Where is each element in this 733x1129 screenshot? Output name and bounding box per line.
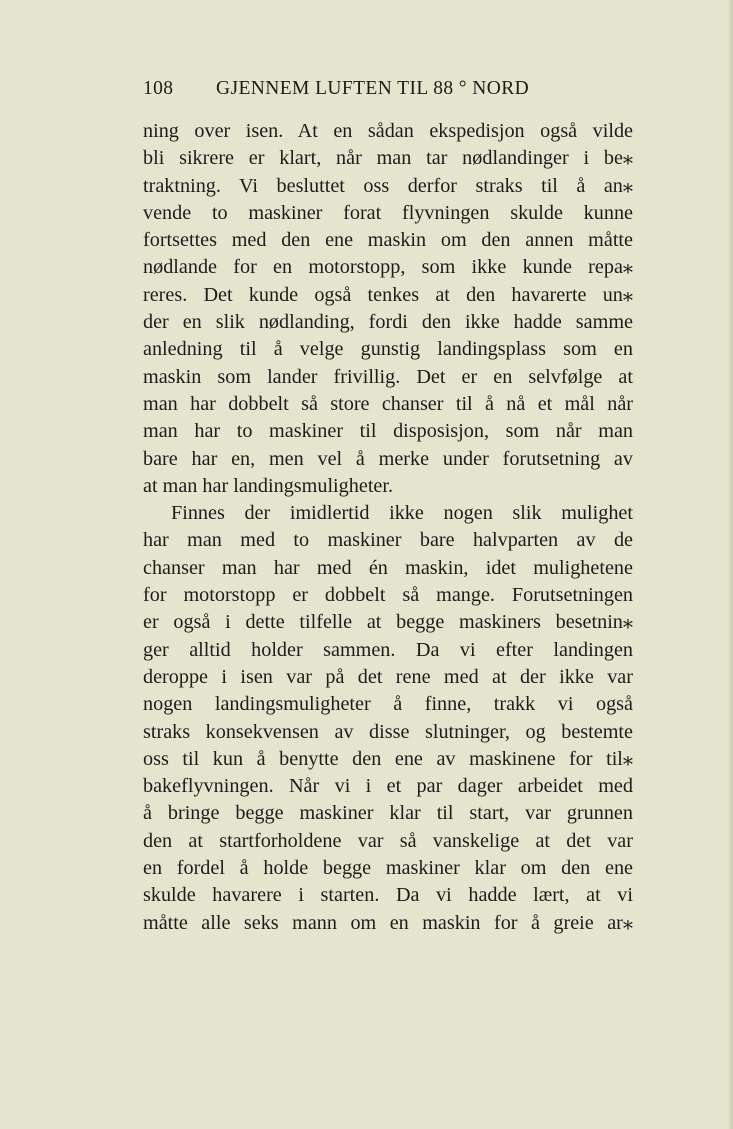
text-line: deroppe i isen var på det rene med at der ikke var xyxy=(143,665,633,688)
text-line: anledning til å velge gunstig landingsplass som en xyxy=(143,338,633,361)
text-line: skulde havarere i starten. Da vi hadde lært, at vi xyxy=(143,884,633,907)
text-line: bakeflyvningen. Når vi i et par dager arbeidet med xyxy=(143,775,633,798)
paragraph xyxy=(143,500,633,937)
text-line: ger alltid holder sammen. Da vi efter landingen xyxy=(143,638,633,661)
paragraph xyxy=(143,118,633,500)
text-line: man har to maskiner til disposisjon, som når man xyxy=(143,420,633,443)
body-text xyxy=(143,118,633,937)
text-line: nogen landingsmuligheter å finne, trakk vi også xyxy=(143,693,633,716)
page-edge xyxy=(729,0,733,1129)
text-line: ning over isen. At en sådan ekspedisjon også vilde xyxy=(143,120,633,142)
text-line: en fordel å holde begge maskiner klar om den ene xyxy=(143,857,633,880)
text-line: straks konsekvensen av disse slutninger, og bestemte xyxy=(143,720,633,743)
text-line: traktning. Vi besluttet oss derfor straks til å an⁎ xyxy=(143,174,633,197)
text-line: oss til kun å benytte den ene av maskinene for til⁎ xyxy=(143,747,633,770)
page-number: 108 xyxy=(143,78,174,99)
text-line: fortsettes med den ene maskin om den annen måtte xyxy=(143,229,633,252)
text-line: vende to maskiner forat flyvningen skulde kunne xyxy=(143,201,633,224)
text-line: bare har en, men vel å merke under forutsetning av xyxy=(143,447,633,470)
text-line: har man med to maskiner bare halvparten av de xyxy=(143,529,633,552)
text-line: reres. Det kunde også tenkes at den havarerte un⁎ xyxy=(143,283,633,306)
text-line: der en slik nødlanding, fordi den ikke hadde samme xyxy=(143,311,633,334)
text-line: at man har landingsmuligheter. xyxy=(143,474,394,497)
text-line: maskin som lander frivillig. Det er en selvfølge at xyxy=(143,365,633,388)
text-line: chanser man har med én maskin, idet mulighetene xyxy=(143,556,633,579)
text-line: er også i dette tilfelle at begge maskiners besetnin⁎ xyxy=(143,611,633,634)
text-line: bli sikrere er klart, når man tar nødlandinger i be⁎ xyxy=(143,147,633,170)
text-line: måtte alle seks mann om en maskin for å greie ar⁎ xyxy=(143,911,633,934)
text-line: nødlande for en motorstopp, som ikke kunde repa⁎ xyxy=(143,256,633,279)
text-line: den at startforholdene var så vanskelige at det var xyxy=(143,829,633,852)
text-line: for motorstopp er dobbelt så mange. Forutsetningen xyxy=(143,584,633,607)
running-title: GJENNEM LUFTEN TIL 88 ° NORD xyxy=(216,78,530,99)
text-line: man har dobbelt så store chanser til å nå et mål når xyxy=(143,392,633,415)
text-line: Finnes der imidlertid ikke nogen slik mulighet xyxy=(171,502,633,525)
running-header xyxy=(143,78,565,104)
text-line: å bringe begge maskiner klar til start, var grunnen xyxy=(143,802,633,825)
